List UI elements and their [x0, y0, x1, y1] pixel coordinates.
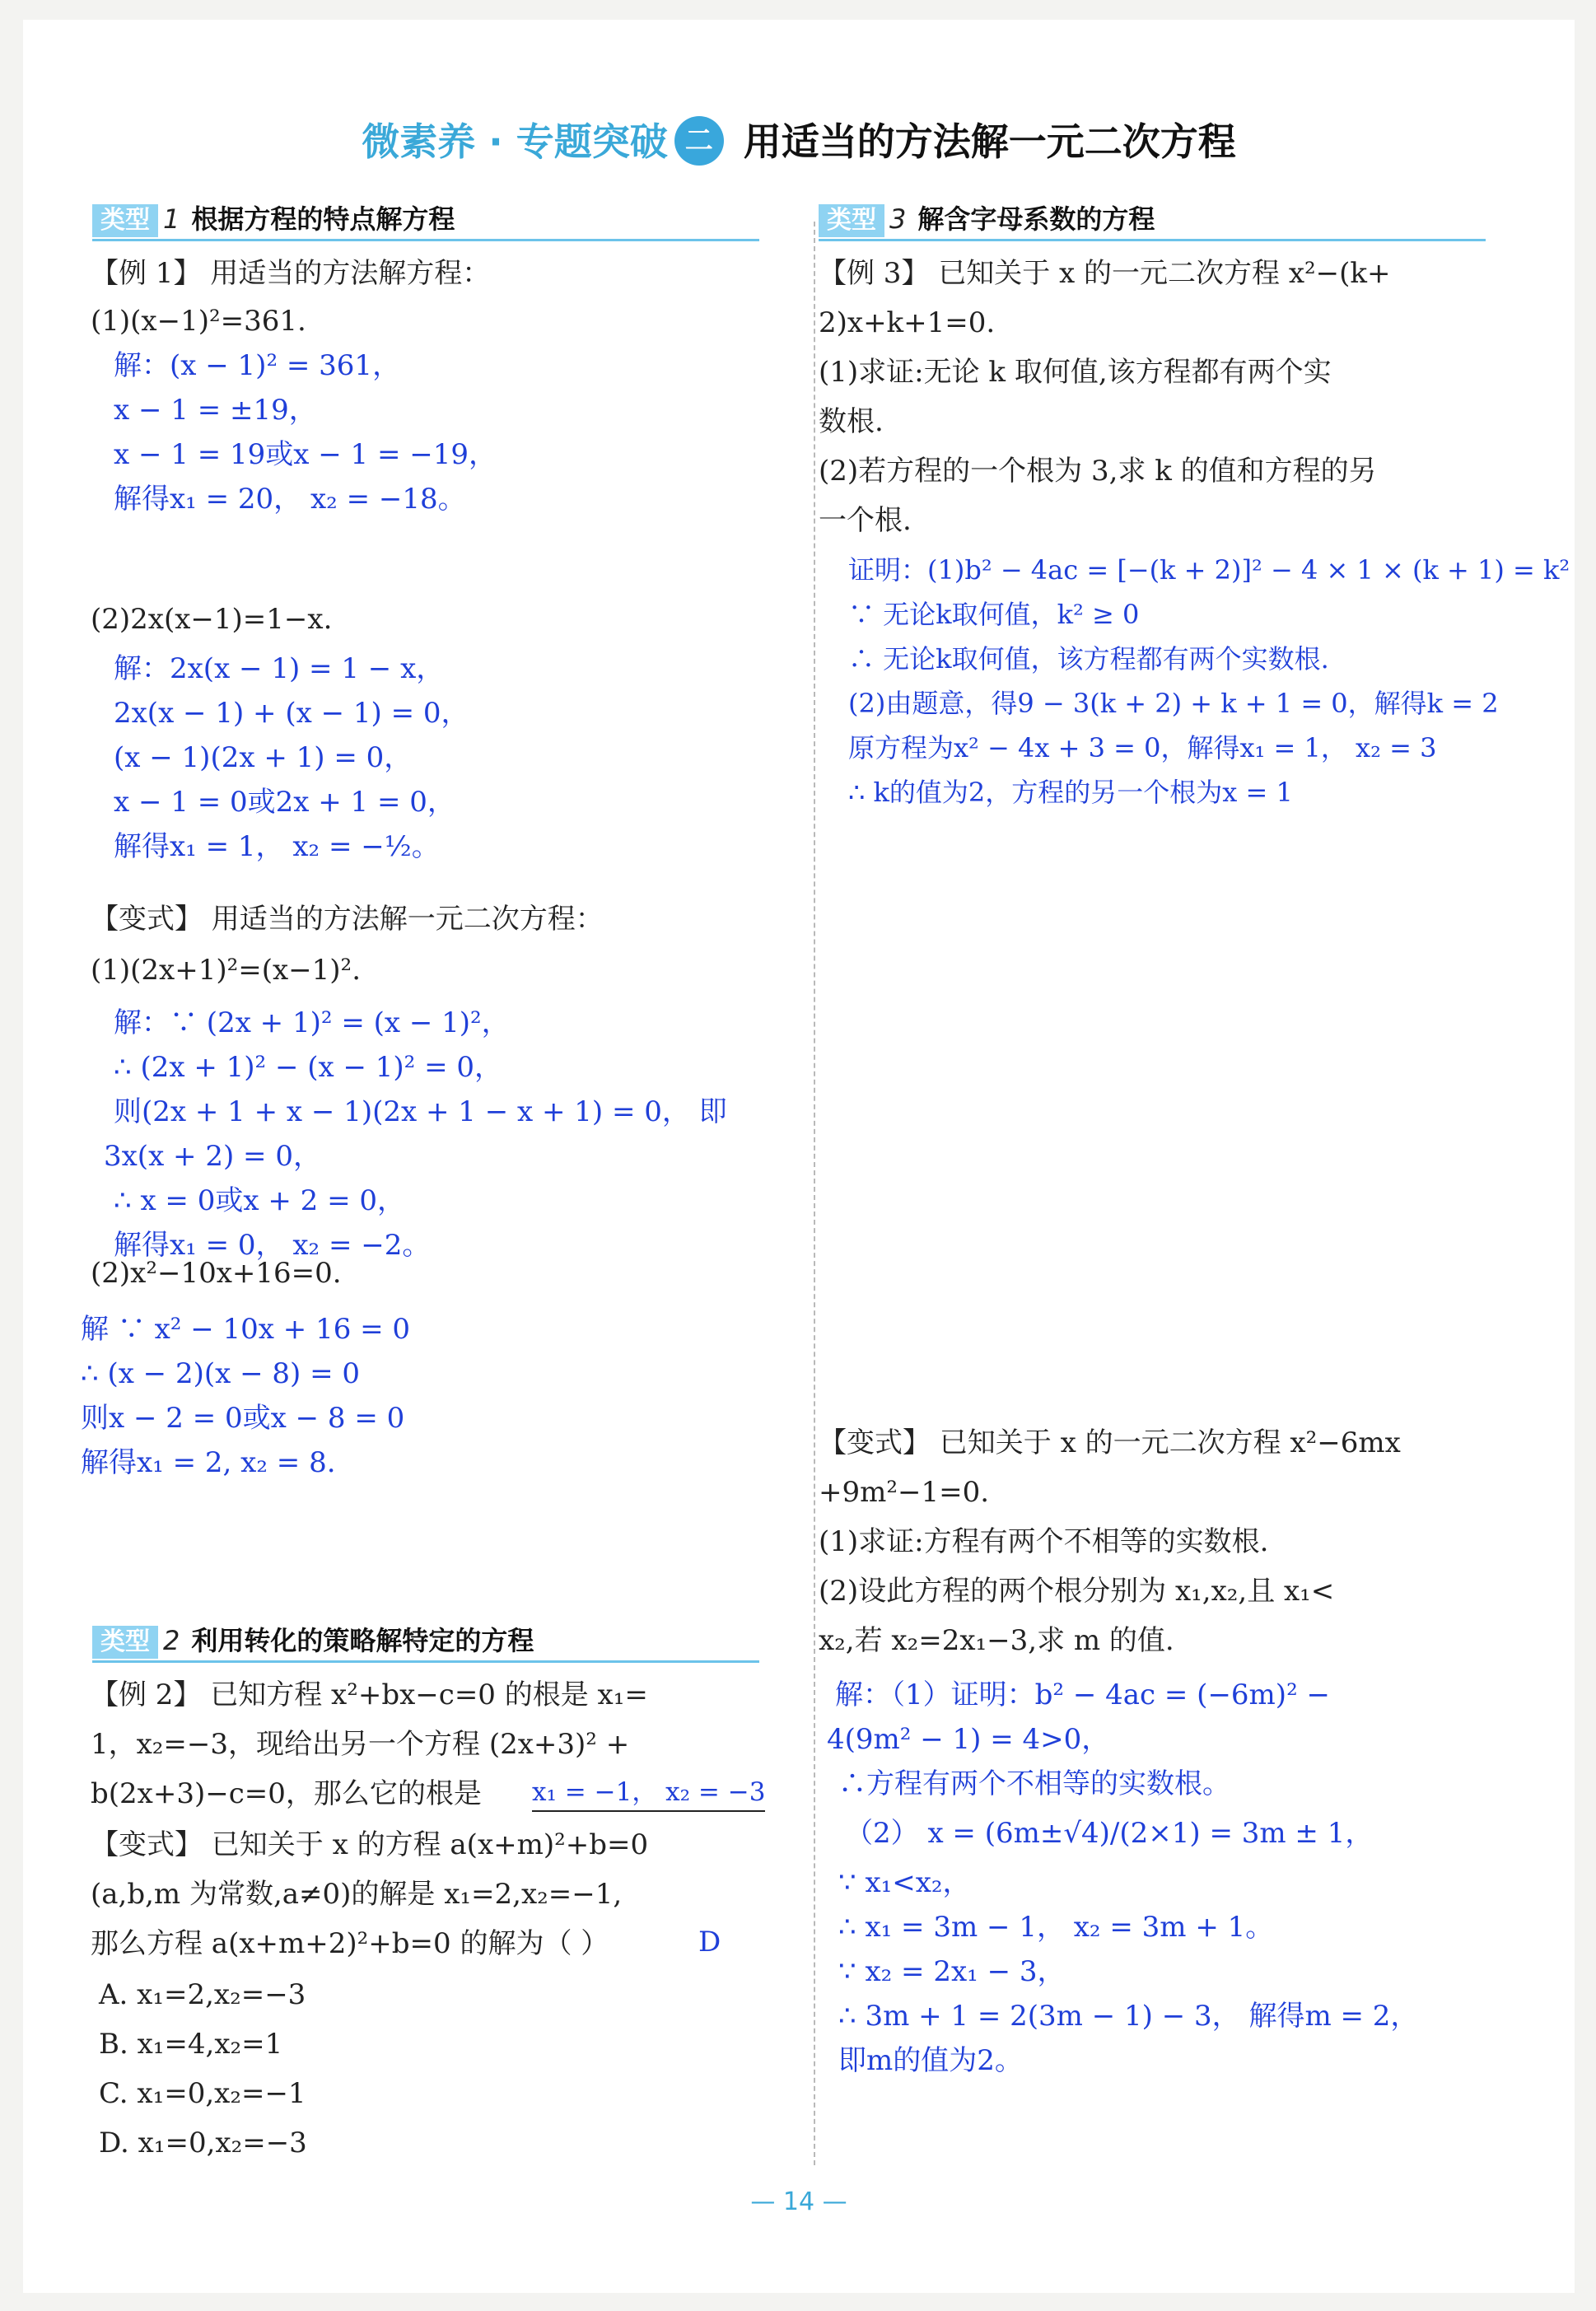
solution-line: 2x(x − 1) + (x − 1) = 0， [114, 697, 469, 730]
title-number-badge: 二 [674, 116, 724, 166]
page-title [23, 112, 1575, 166]
column-divider [814, 222, 815, 2165]
solution-line: ∵ x₂ = 2x₁ − 3， [838, 1955, 1066, 1988]
page-number: — 14 — [750, 2187, 847, 2216]
solution-line: x − 1 = 19或x − 1 = −19， [114, 438, 497, 471]
solution-line: (2)由题意，得9 − 3(k + 2) + k + 1 = 0，解得k = 2 [848, 688, 1499, 719]
title-prefix: 微素养 · 专题突破 [362, 119, 668, 164]
solution-line: 解得x₁ = 0， x₂ = −2。 [114, 1229, 431, 1262]
section-number: 1 [163, 203, 180, 235]
page [23, 20, 1575, 2293]
example-3-line: (2)若方程的一个根为 3,求 k 的值和方程的另 [819, 455, 1377, 488]
solution-line: （2） x = (6m±√4)/(2×1) = 3m ± 1， [845, 1817, 1374, 1850]
solution-line: 解得x₁ = 2, x₂ = 8. [81, 1446, 336, 1479]
section-header-type-2 [92, 1624, 759, 1663]
choice-option-a: A. x₁=2,x₂=−3 [99, 1978, 306, 2011]
variant-3-line: x₂,若 x₂=2x₁−3,求 m 的值. [819, 1624, 1174, 1657]
example-2-line: 【例 2】 已知方程 x²+bx−c=0 的根是 x₁= [91, 1678, 648, 1711]
section-tag: 类型 [92, 1626, 158, 1659]
solution-line: 证明：(1)b² − 4ac = [−(k + 2)]² − 4 × 1 × (k + 1) = k² [848, 554, 1570, 586]
solution-line: ∴ x₁ = 3m − 1， x₂ = 3m + 1。 [838, 1911, 1274, 1944]
solution-line: ∴ 3m + 1 = 2(3m − 1) − 3， 解得m = 2， [838, 2000, 1419, 2033]
choice-option-c: C. x₁=0,x₂=−1 [99, 2077, 306, 2110]
section-header-type-3 [819, 203, 1486, 241]
solution-line: 解：∵ (2x + 1)² = (x − 1)²， [114, 1006, 510, 1039]
solution-line: 即m的值为2。 [838, 2044, 1023, 2077]
section-number: 2 [163, 1625, 180, 1656]
solution-line: 解：（1）证明：b² − 4ac = (−6m)² − [835, 1678, 1330, 1711]
solution-line: 解：2x(x − 1) = 1 − x， [114, 652, 445, 685]
variant-3-line: +9m²−1=0. [819, 1476, 990, 1509]
variant-1-prompt: 【变式】 用适当的方法解一元二次方程： [91, 903, 604, 936]
solution-line: ∴ 无论k取何值，该方程都有两个实数根. [848, 643, 1329, 675]
solution-line: 解：(x − 1)² = 361， [114, 349, 401, 382]
solution-line: 原方程为x² − 4x + 3 = 0，解得x₁ = 1， x₂ = 3 [848, 732, 1437, 763]
solution-line: 解得x₁ = 1， x₂ = −½。 [114, 830, 440, 863]
solution-line: ∴ x = 0或x + 2 = 0， [114, 1184, 405, 1217]
example-3-line: 一个根. [819, 504, 912, 537]
example-3-line: 【例 3】 已知关于 x 的一元二次方程 x²−(k+ [819, 257, 1391, 290]
solution-line: (x − 1)(2x + 1) = 0， [114, 741, 413, 774]
choice-option-b: B. x₁=4,x₂=1 [99, 2028, 283, 2061]
example-1-part-2: (2)2x(x−1)=1−x. [91, 603, 333, 636]
solution-line: x − 1 = ±19， [114, 394, 317, 427]
solution-line: ∵ 无论k取何值，k² ≥ 0 [848, 599, 1140, 630]
example-3-line: 2)x+k+1=0. [819, 306, 996, 339]
choice-option-d: D. x₁=0,x₂=−3 [99, 2127, 307, 2159]
solution-line: 则x − 2 = 0或x − 8 = 0 [81, 1402, 405, 1435]
section-label: 解含字母系数的方程 [917, 203, 1155, 235]
example-3-line: (1)求证:无论 k 取何值,该方程都有两个实 [819, 356, 1332, 389]
section-tag: 类型 [819, 204, 884, 237]
solution-line: ∵ x₁<x₂， [838, 1866, 971, 1899]
example-2-line: b(2x+3)−c=0，那么它的根是 [91, 1777, 482, 1810]
variant-2-line: 那么方程 a(x+m+2)²+b=0 的解为（ ） [91, 1927, 609, 1960]
variant-2-line: 【变式】 已知关于 x 的方程 a(x+m)²+b=0 [91, 1828, 649, 1861]
variant-2-line: (a,b,m 为常数,a≠0)的解是 x₁=2,x₂=−1, [91, 1878, 623, 1911]
section-tag: 类型 [92, 204, 158, 237]
variant-1-part-1: (1)(2x+1)²=(x−1)². [91, 954, 361, 987]
section-header-type-1 [92, 203, 759, 241]
example-2-answer: x₁ = −1， x₂ = −3 [532, 1774, 765, 1812]
example-2-line: 1，x₂=−3，现给出另一个方程 (2x+3)² + [91, 1728, 630, 1761]
solution-line: x − 1 = 0或2x + 1 = 0， [114, 786, 455, 819]
solution-line: 则(2x + 1 + x − 1)(2x + 1 − x + 1) = 0， 即 [114, 1095, 727, 1128]
title-main: 用适当的方法解一元二次方程 [743, 119, 1236, 164]
solution-line: ∴方程有两个不相等的实数根。 [838, 1767, 1230, 1800]
example-3-line: 数根. [819, 405, 884, 438]
variant-3-line: 【变式】 已知关于 x 的一元二次方程 x²−6mx [819, 1426, 1401, 1459]
solution-line: ∴ (x − 2)(x − 8) = 0 [81, 1357, 361, 1390]
example-1-prompt: 【例 1】 用适当的方法解方程： [91, 257, 491, 290]
section-label: 利用转化的策略解特定的方程 [191, 1625, 534, 1656]
solution-line: 解得x₁ = 20， x₂ = −18。 [114, 483, 466, 516]
solution-line: 解 ∵ x² − 10x + 16 = 0 [81, 1313, 411, 1346]
solution-line: 3x(x + 2) = 0， [104, 1140, 321, 1173]
solution-line: ∴ (2x + 1)² − (x − 1)² = 0， [114, 1051, 503, 1084]
section-label: 根据方程的特点解方程 [191, 203, 455, 235]
variant-3-line: (1)求证:方程有两个不相等的实数根. [819, 1525, 1269, 1558]
example-1-part-1: (1)(x−1)²=361. [91, 305, 306, 338]
solution-line: 4(9m² − 1) = 4>0， [827, 1723, 1110, 1756]
variant-1-part-2: (2)x²−10x+16=0. [91, 1257, 342, 1290]
variant-2-answer: D [698, 1926, 721, 1959]
solution-line: ∴ k的值为2，方程的另一个根为x = 1 [848, 777, 1293, 808]
section-number: 3 [889, 203, 907, 235]
variant-3-line: (2)设此方程的两个根分别为 x₁,x₂,且 x₁< [819, 1575, 1335, 1608]
